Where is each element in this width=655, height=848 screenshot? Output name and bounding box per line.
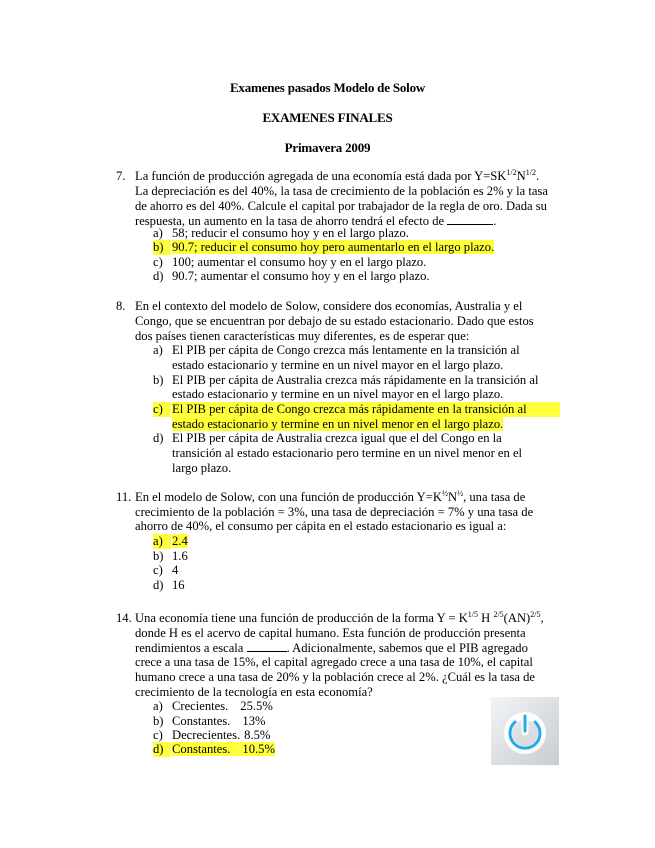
option-text-highlighted: 90.7; reducir el consumo hoy pero aumentarlo en el largo plazo.	[172, 240, 495, 254]
option-text: transición al estado estacionario pero termine en un nivel menor en el	[172, 446, 523, 460]
question-line: La depreciación es del 40%, la tasa de crecimiento de la población es 2% y la tasa	[135, 184, 548, 198]
option-label: d)	[153, 578, 164, 592]
question-line: de ahorro es del 40%. Calcule el capital por trabajador de la regla de oro. Dada su	[135, 199, 547, 213]
question-line: donde H es el acervo de capital humano. Esta función de producción presenta	[135, 626, 526, 640]
option-text: Crecientes. 25.5%	[172, 699, 273, 713]
option-label: d)	[153, 269, 164, 283]
question-number: 7.	[116, 169, 126, 183]
option-label: d)	[153, 431, 164, 445]
option-text-highlighted: 2.4	[172, 534, 188, 548]
option-label-highlighted: d)	[153, 742, 171, 757]
option-text: estado estacionario y termine en un nivel mayor en el largo plazo.	[172, 387, 504, 401]
option-text: El PIB per cápita de Australia crezca más rápidamente en la transición al	[172, 373, 539, 387]
option-text-highlighted: Constantes. 10.5%	[172, 742, 275, 756]
option-text: 90.7; aumentar el consumo hoy y en el largo plazo.	[172, 269, 430, 283]
question-line: La función de producción agregada de una economía está dada por $Y=SK^{1/2}N^{1/2}$.	[135, 167, 540, 183]
option-label: b)	[153, 373, 164, 387]
option-text: 4	[172, 563, 179, 577]
option-label: c)	[153, 255, 163, 269]
option-text: El PIB per cápita de Congo crezca más lentamente en la transición al	[172, 343, 520, 357]
option-label: b)	[153, 549, 164, 563]
question-number: 8.	[116, 299, 126, 313]
question-line: dos países tienen características muy diferentes, es de esperar que:	[135, 329, 470, 343]
option-text-highlighted: estado estacionario y termine en un nivel menor en el largo plazo.	[172, 417, 504, 431]
question-line: crece a una tasa de 15%, el capital agregado crece a una tasa de 10%, el capital	[135, 655, 533, 669]
option-label: a)	[153, 699, 163, 713]
option-label: a)	[153, 343, 163, 357]
question-line: respuesta, un aumento en la tasa de ahorro tendrá el efecto de .	[135, 214, 497, 228]
question-line: Congo, que se encuentran por debajo de su estado estacionario. Dado que estos	[135, 314, 534, 328]
question-line: En el modelo de Solow, con una función de producción $Y=K^{\frac{1}{2}}N^{\frac{1}{2}}$, una tasa de	[135, 488, 526, 504]
option-label-highlighted: a)	[153, 534, 171, 549]
option-text: 16	[172, 578, 185, 592]
option-text: 100; aumentar el consumo hoy y en el largo plazo.	[172, 255, 427, 269]
question-line: rendimientos a escala . Adicionalmente, sabemos que el PIB agregado	[135, 641, 528, 655]
option-label: b)	[153, 714, 164, 728]
option-text-highlighted: El PIB per cápita de Congo crezca más rápidamente en la transición al	[172, 402, 560, 417]
option-label-highlighted: c)	[153, 402, 171, 417]
answer-blank	[447, 223, 493, 225]
option-text: 1.6	[172, 549, 188, 563]
question-line: crecimiento de la población = 3%, una tasa de depreciación = 7% y una tasa de	[135, 505, 534, 519]
option-label: c)	[153, 728, 163, 742]
option-label: a)	[153, 226, 163, 240]
question-number: 11.	[116, 490, 132, 504]
question-number: 14.	[116, 611, 132, 625]
question-line: En el contexto del modelo de Solow, considere dos economías, Australia y el	[135, 299, 523, 313]
power-icon[interactable]	[491, 697, 559, 765]
option-text: El PIB per cápita de Australia crezca igual que el del Congo en la	[172, 431, 502, 445]
option-text: 58; reducir el consumo hoy y en el largo plazo.	[172, 226, 409, 240]
option-label-highlighted: b)	[153, 240, 171, 255]
question-line: Una economía tiene una función de producción de la forma $Y = K^{1/5}$ H $^{2/5}$(AN)$^{2/5}$,	[135, 609, 544, 625]
option-text: largo plazo.	[172, 461, 232, 475]
question-line: crecimiento de la tecnología en esta economía?	[135, 685, 373, 699]
question-line: humano crece a una tasa de 20% y la población crece al 2%. ¿Cuál es la tasa de	[135, 670, 536, 684]
doc-subtitle: EXAMENES FINALES	[262, 110, 393, 125]
option-text: estado estacionario y termine en un nivel mayor en el largo plazo.	[172, 358, 504, 372]
power-icon-graphic	[491, 697, 559, 765]
option-label: c)	[153, 563, 163, 577]
question-line: ahorro de 40%, el consumo per cápita en el estado estacionario es igual a:	[135, 519, 507, 533]
option-text: Constantes. 13%	[172, 714, 266, 728]
doc-title: Examenes pasados Modelo de Solow	[229, 80, 426, 95]
doc-term: Primavera 2009	[284, 140, 371, 155]
answer-blank	[247, 650, 287, 652]
option-text: Decrecientes. 8.5%	[172, 728, 271, 742]
